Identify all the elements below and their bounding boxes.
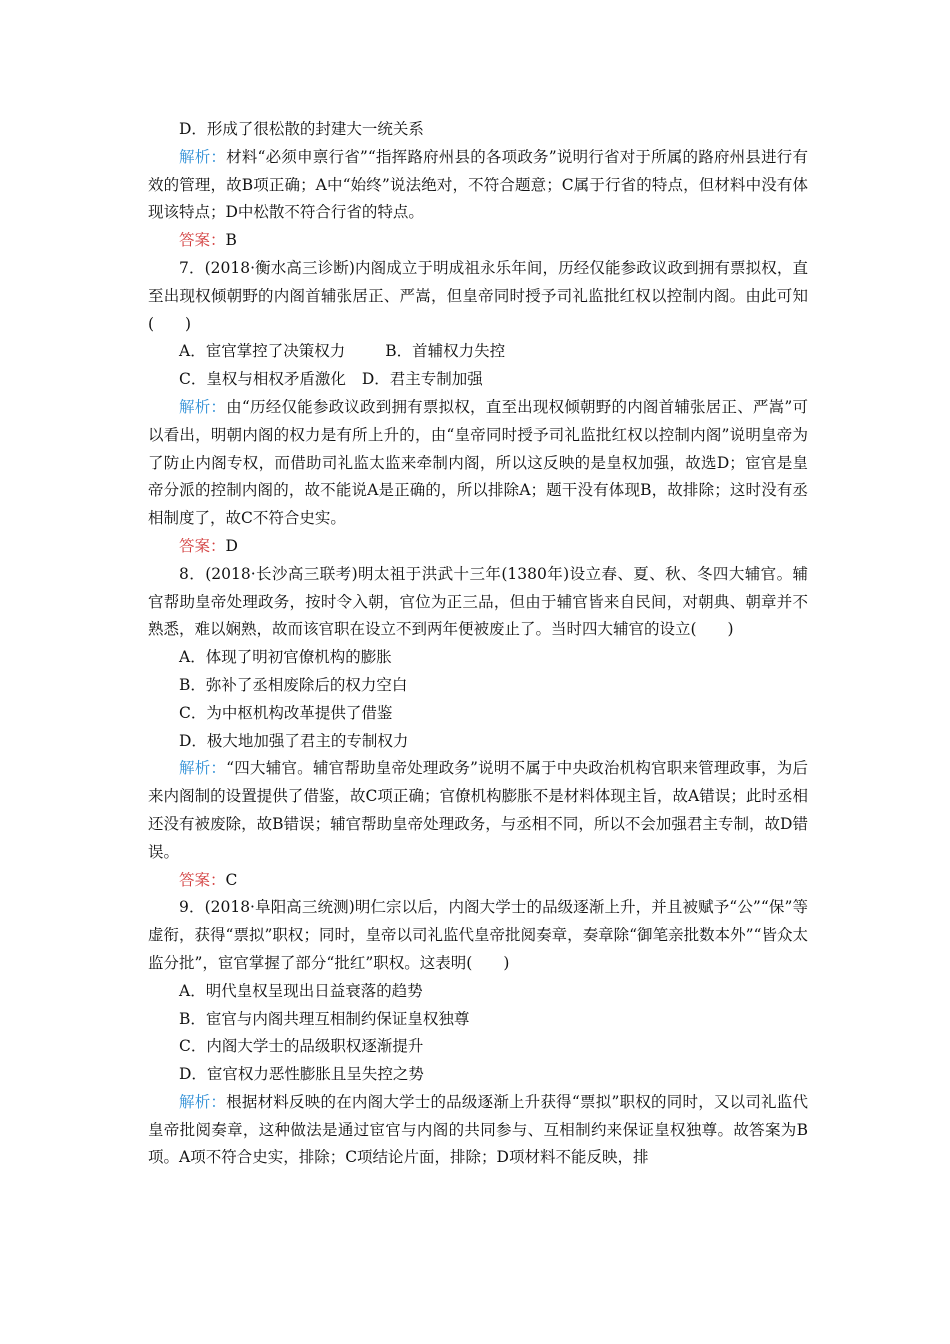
q9-option-d: D．宦官权力恶性膨胀且呈失控之势 (179, 1065, 424, 1084)
answer-label: 答案： (179, 231, 226, 250)
q7-options-row-1 (148, 338, 808, 366)
q9-analysis-text: 根据材料反映的在内阁大学士的品级逐渐上升获得“票拟”职权的同时，又以司礼监代皇帝批阅奏章，这种做法是通过宦官与内阁的共同参与、互相制约来保证皇权独尊。故答案为B项。A项不符合史实，排除；C项结论片面，排除；D项材料不能反映，排 (148, 1092, 808, 1167)
q9-option-b: B．宦官与内阁共理互相制约保证皇权独尊 (179, 1009, 470, 1028)
q9-stem: 9．(2018·阜阳高三统测)明仁宗以后，内阁大学士的品级逐渐上升，并且被赋予“公”“保”等虚衔，获得“票拟”职权；同时，皇帝以司礼监代皇帝批阅奏章，奏章除“御笔亲批数本外”“皆众太监分批”，宦官掌握了部分“批红”职权。这表明( ) (148, 898, 808, 972)
q7-answer-value: D (225, 536, 238, 555)
q6-answer-value: B (225, 231, 237, 250)
analysis-label: 解析： (179, 759, 227, 778)
q7-option-a: A．宦官掌控了决策权力 (179, 342, 346, 361)
q7-option-d: D．君主专制加强 (361, 370, 483, 389)
q8-option-c: C．为中枢机构改革提供了借鉴 (179, 703, 393, 722)
q6-analysis-text: 材料“必须申禀行省”“指挥路府州县的各项政务”说明行省对于所属的路府州县进行有效的管理，故B项正确；A中“始终”说法绝对，不符合题意；C属于行省的特点，但材料中没有体现该特点；D中松散不符合行省的特点。 (148, 147, 808, 222)
q8-answer (148, 867, 808, 895)
analysis-label: 解析： (179, 147, 227, 166)
analysis-label: 解析： (179, 397, 227, 416)
q8-stem: 8．(2018·长沙高三联考)明太祖于洪武十三年(1380年)设立春、夏、秋、冬四大辅官。辅官帮助皇帝处理政务，按时令入朝，官位为正三品，但由于辅官皆来自民间，对朝典、朝章并不熟悉，难以娴熟，故而该官职在设立不到两年便被废止了。当时四大辅官的设立( ) (148, 564, 808, 639)
q9-analysis (148, 1089, 808, 1172)
q7-options-row-2 (148, 366, 808, 394)
q6-analysis (148, 144, 808, 227)
q6-answer (148, 227, 808, 255)
document-page (148, 116, 808, 1172)
q7-answer (148, 533, 808, 561)
q6-option-d: D．形成了很松散的封建大一统关系 (179, 120, 424, 138)
q8-analysis (148, 755, 808, 866)
q7-analysis (148, 394, 808, 533)
q7-stem: 7．(2018·衡水高三诊断)内阁成立于明成祖永乐年间，历经仅能参政议政到拥有票拟权，直至出现权倾朝野的内阁首辅张居正、严嵩，但皇帝同时授予司礼监批红权以控制内阁。由此可知( ) (148, 258, 808, 333)
q7-analysis-text: 由“历经仅能参政议政到拥有票拟权，直至出现权倾朝野的内阁首辅张居正、严嵩”可以看出，明朝内阁的权力是有所上升的，由“皇帝同时授予司礼监批红权以控制内阁”说明皇帝为了防止内阁专权，而借助司礼监太监来牵制内阁，所以这反映的是皇权加强，故选D；宦官是皇帝分派的控制内阁的，故不能说A是正确的，所以排除A；题干没有体现B，故排除；这时没有丞相制度了，故C不符合史实。 (148, 397, 808, 528)
q8-answer-value: C (225, 870, 238, 889)
q9-option-c: C．内阁大学士的品级职权逐渐提升 (179, 1037, 424, 1056)
q8-option-a: A．体现了明初官僚机构的膨胀 (179, 648, 392, 667)
q9-option-a: A．明代皇权呈现出日益衰落的趋势 (179, 981, 423, 1000)
answer-label: 答案： (179, 870, 226, 889)
answer-label: 答案： (179, 536, 226, 555)
q7-option-b: B．首辅权力失控 (385, 342, 506, 361)
q8-option-d: D．极大地加强了君主的专制权力 (179, 731, 409, 750)
q8-analysis-text: “四大辅官。辅官帮助皇帝处理政务”说明不属于中央政治机构官职来管理政事，为后来内阁制的设置提供了借鉴，故C项正确；官僚机构膨胀不是材料体现主旨，故A错误；此时丞相还没有被废除，故B错误；辅官帮助皇帝处理政务，与丞相不同，所以不会加强君主专制，故D错误。 (148, 759, 808, 861)
analysis-label: 解析： (179, 1092, 227, 1111)
q7-option-c: C．皇权与相权矛盾激化 (179, 370, 346, 389)
q8-option-b: B．弥补了丞相废除后的权力空白 (179, 675, 408, 694)
